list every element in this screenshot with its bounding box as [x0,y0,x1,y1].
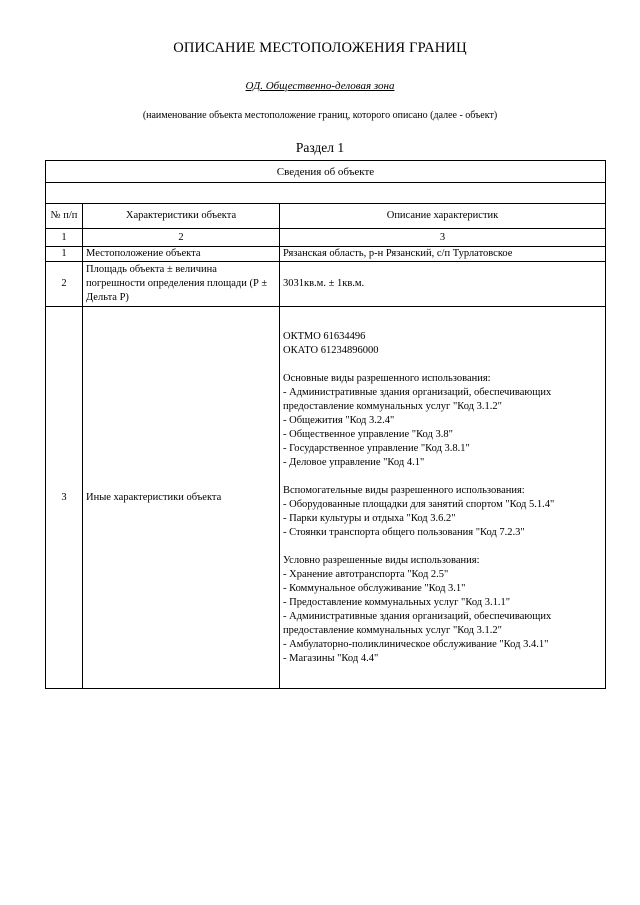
row-characteristic: Площадь объекта ± величина погрешности определения площади (Р ± Дельта Р) [83,262,280,307]
row-characteristic: Иные характеристики объекта [83,307,280,689]
main-uses-title: Основные виды разрешенного использования: [283,372,491,384]
document-title: ОПИСАНИЕ МЕСТОПОЛОЖЕНИЯ ГРАНИЦ [173,40,467,56]
spacer [283,540,602,554]
use-item: - Административные здания организаций, обеспечивающих предоставление коммунальных услуг "Код 3.1.2" [283,386,552,412]
okato-code: ОКАТО 61234896000 [283,344,379,356]
column-number: 1 [46,229,83,247]
use-item: - Коммунальное обслуживание "Код 3.1" [283,582,466,594]
column-header-row [46,204,606,229]
other-characteristics-block [283,328,602,668]
use-item: - Общежития "Код 3.2.4" [283,414,395,426]
column-number: 2 [83,229,280,247]
column-number-row [46,229,606,247]
use-item: - Государственное управление "Код 3.8.1" [283,442,470,454]
use-item: - Парки культуры и отдыха "Код 3.6.2" [283,512,456,524]
column-number: 3 [280,229,606,247]
use-item: - Хранение автотранспорта "Код 2.5" [283,568,449,580]
row-description [280,307,606,689]
use-item: - Оборудованные площадки для занятий спортом "Код 5.1.4" [283,498,555,510]
oktmo-code: ОКТМО 61634496 [283,330,366,342]
column-header-description: Описание характеристик [280,204,606,229]
table-blank-row [46,183,606,204]
use-item: - Магазины "Код 4.4" [283,652,379,664]
object-name-text: ОД. Общественно-деловая зона [245,80,395,92]
row-description: 3031кв.м. ± 1кв.м. [280,262,606,307]
table-row [46,307,606,689]
table-heading-row [46,161,606,183]
cond-uses-title: Условно разрешенные виды использования: [283,554,480,566]
aux-uses-title: Вспомогательные виды разрешенного использования: [283,484,525,496]
use-item: - Стоянки транспорта общего пользования "Код 7.2.3" [283,526,525,538]
row-number: 3 [46,307,83,689]
object-name [0,80,640,92]
use-item: - Деловое управление "Код 4.1" [283,456,425,468]
use-item: - Административные здания организаций, обеспечивающих предоставление коммунальных услуг "Код 3.1.2" [283,610,552,636]
spacer [283,470,602,484]
use-item: - Предоставление коммунальных услуг "Код 3.1.1" [283,596,511,608]
object-info-table [45,160,606,689]
blank-cell [46,183,606,204]
use-item: - Общественное управление "Код 3.8" [283,428,453,440]
table-row [46,247,606,262]
row-number: 1 [46,247,83,262]
section-title: Раздел 1 [295,140,345,155]
table-row [46,262,606,307]
object-caption: (наименование объекта местоположение границ, которого описано (далее - объект) [142,110,498,121]
column-header-characteristic: Характеристики объекта [83,204,280,229]
table-heading: Сведения об объекте [46,161,606,183]
row-number: 2 [46,262,83,307]
row-description: Рязанская область, р-н Рязанский, с/п Турлатовское [280,247,606,262]
column-header-num: № п/п [46,204,83,229]
row-characteristic: Местоположение объекта [83,247,280,262]
spacer [283,358,602,372]
use-item: - Амбулаторно-поликлиническое обслуживание "Код 3.4.1" [283,638,549,650]
